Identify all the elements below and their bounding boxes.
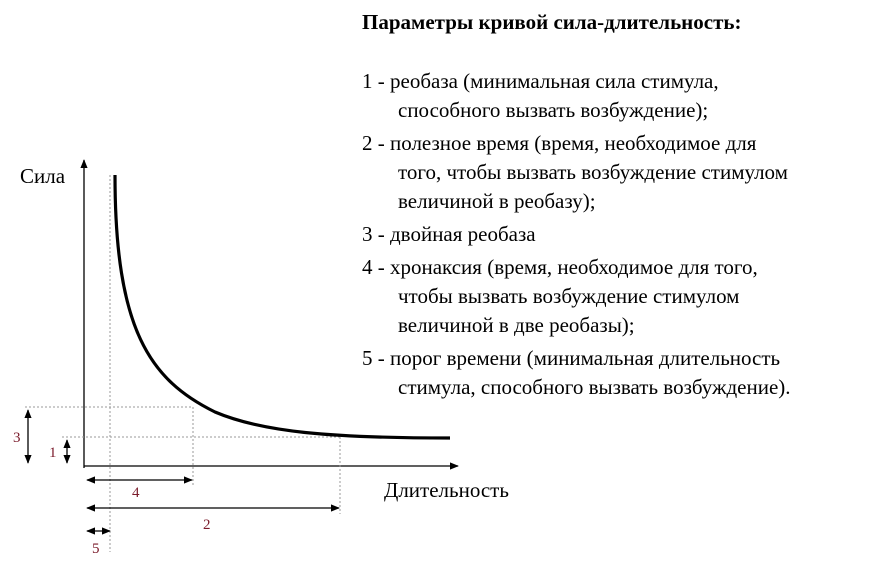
marker-label-5: 5 [92, 541, 100, 557]
marker-label-4: 4 [132, 485, 140, 501]
legend-item-double-rheobase [362, 220, 867, 249]
legend-title: Параметры кривой сила-длительность: [362, 10, 742, 34]
legend-item-line: способного вызвать возбуждение); [398, 98, 709, 122]
legend-item-line: 5 - порог времени (минимальная длительность [362, 346, 781, 370]
legend [362, 8, 867, 406]
legend-item-line: 4 - хронаксия (время, необходимое для того, [362, 255, 758, 279]
marker-label-3: 3 [13, 430, 21, 446]
legend-item-line: стимула, способного вызвать возбуждение). [398, 375, 791, 399]
legend-item-line: величиной в две реобазы); [398, 313, 635, 337]
marker-label-1: 1 [49, 445, 57, 461]
legend-item-line: величиной в реобазу); [398, 189, 596, 213]
legend-item-line: 1 - реобаза (минимальная сила стимула, [362, 69, 719, 93]
legend-item-rheobase [362, 67, 867, 125]
legend-item-useful-time [362, 129, 867, 216]
legend-item-line: того, чтобы вызвать возбуждение стимулом [398, 160, 788, 184]
legend-item-line: чтобы вызвать возбуждение стимулом [398, 284, 740, 308]
legend-item-time-threshold [362, 344, 867, 402]
legend-item-line: 2 - полезное время (время, необходимое для [362, 131, 757, 155]
y-axis-label: Сила [20, 164, 66, 188]
x-axis-label: Длительность [384, 478, 509, 502]
legend-item-chronaxie [362, 253, 867, 340]
marker-label-2: 2 [203, 517, 211, 533]
legend-item-line: 3 - двойная реобаза [362, 222, 536, 246]
